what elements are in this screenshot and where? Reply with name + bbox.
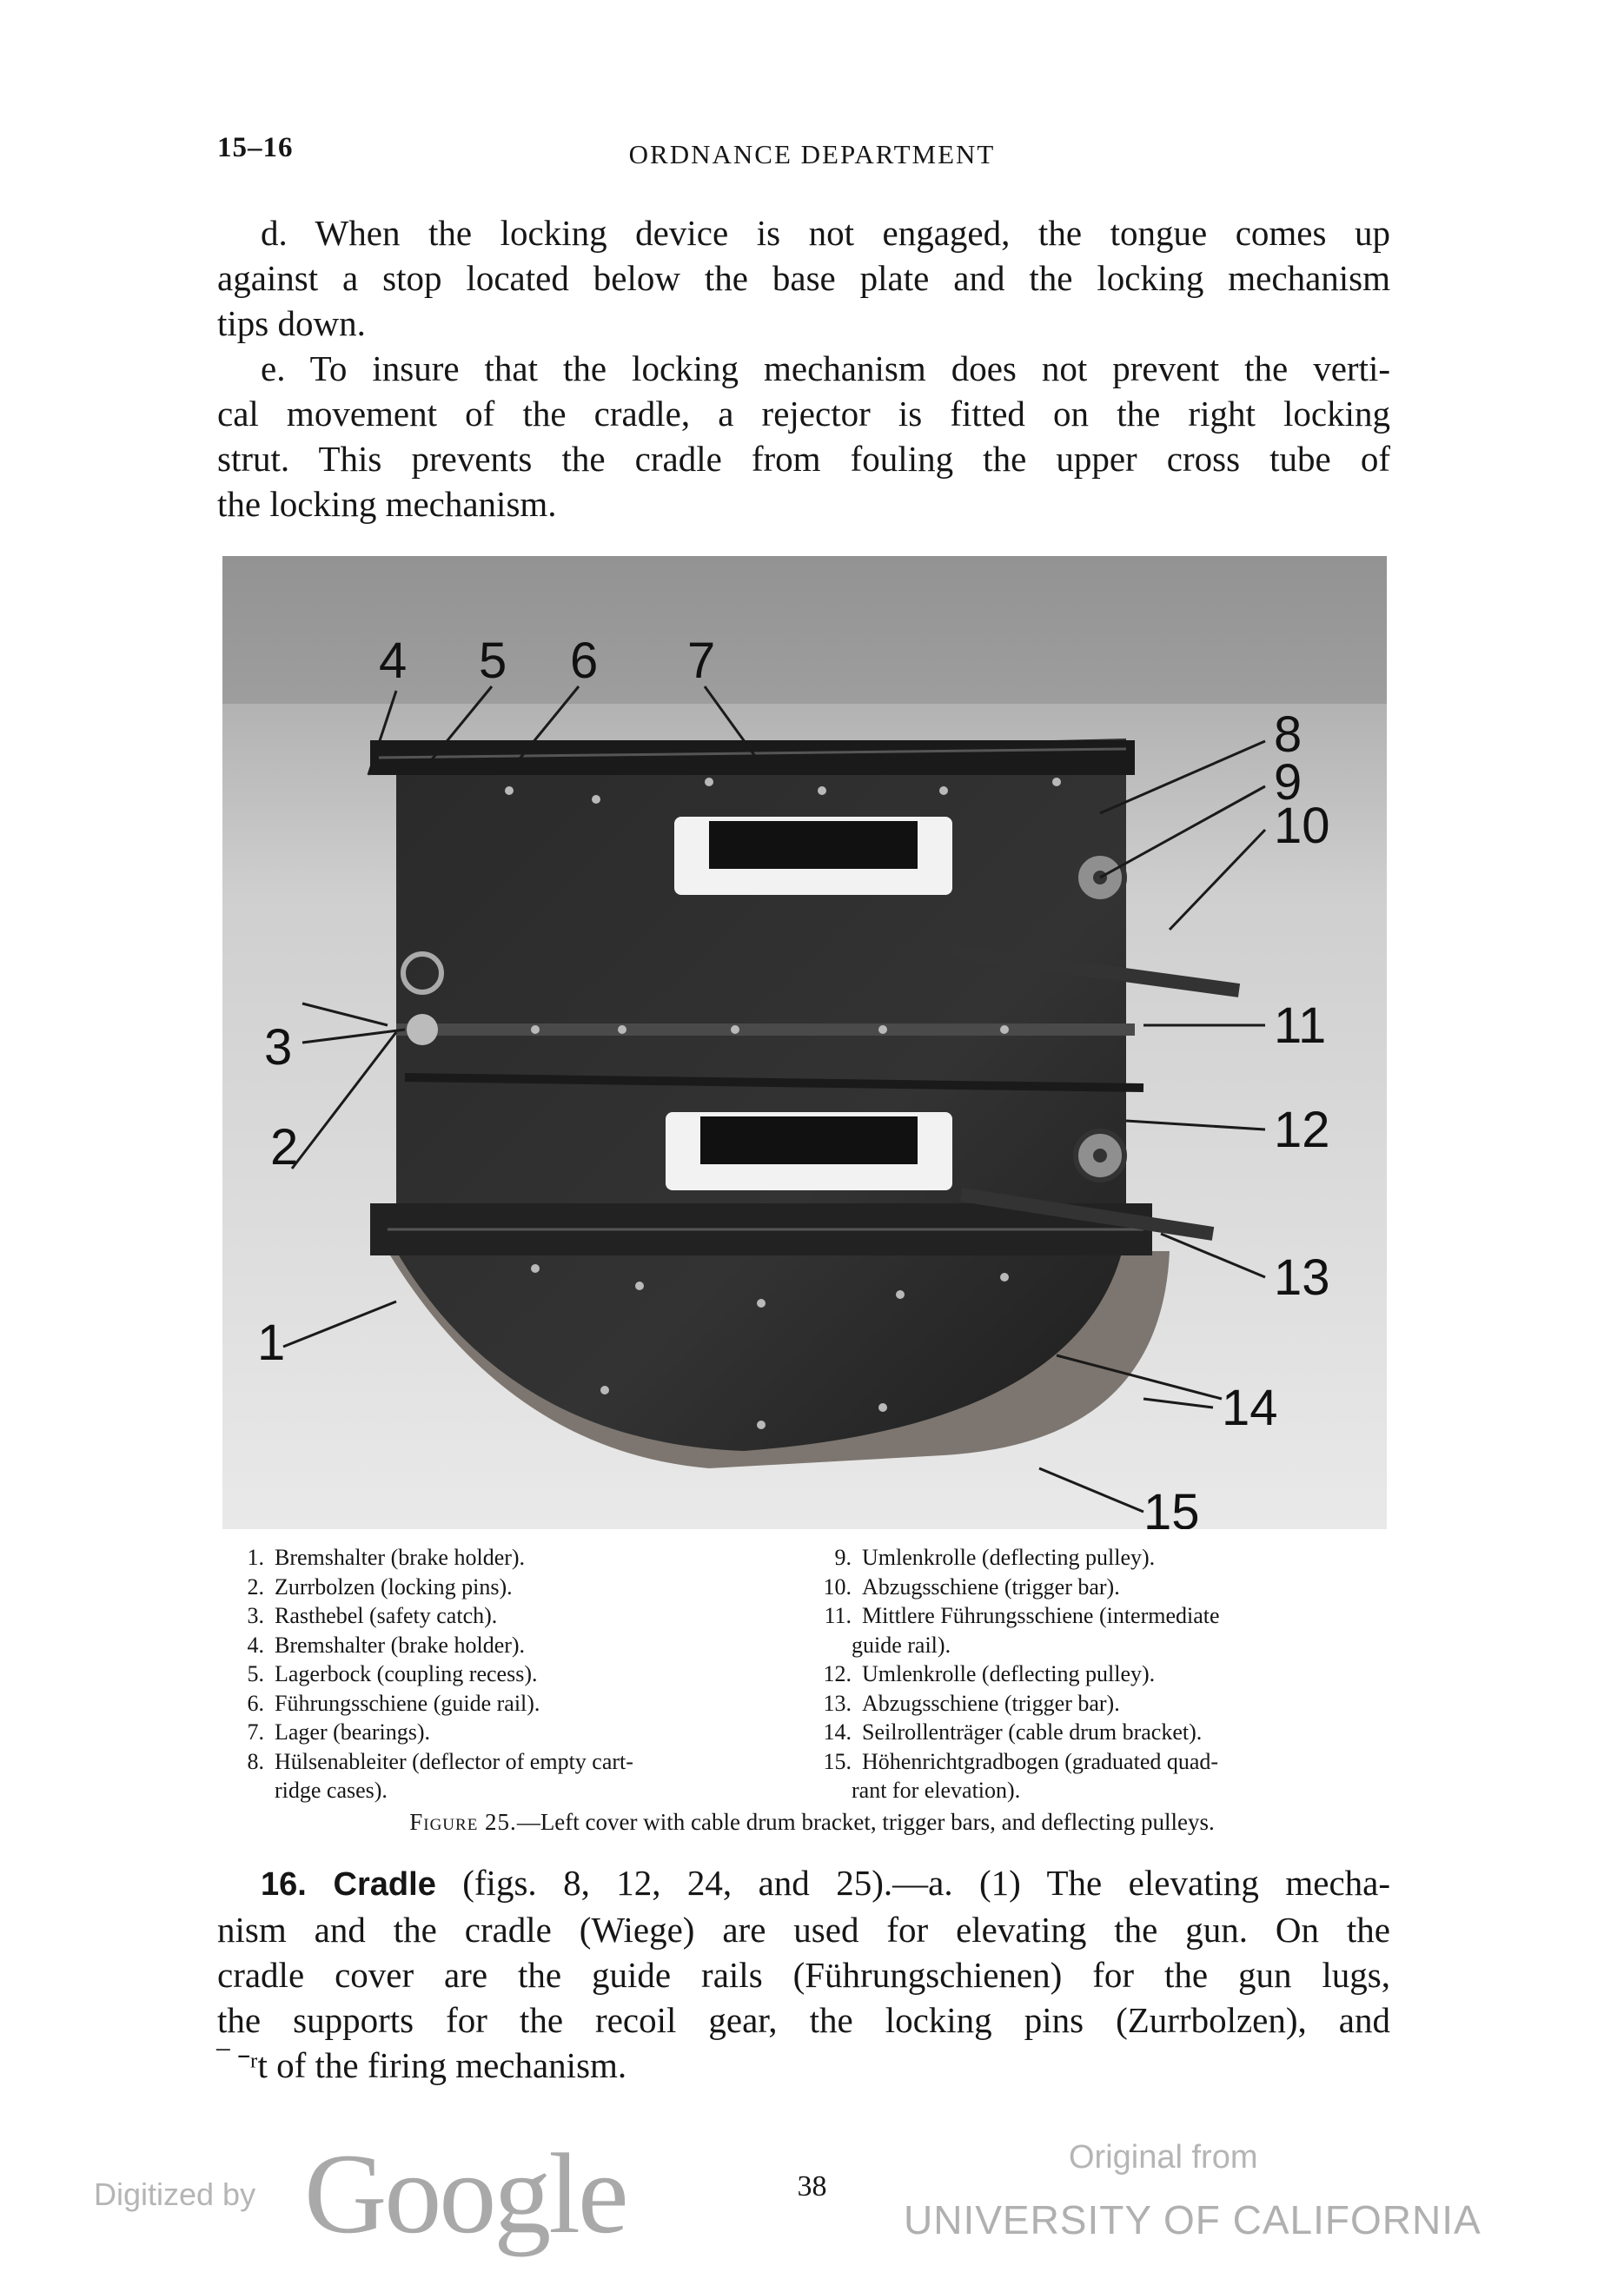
- callout-1: 1: [257, 1315, 286, 1371]
- university-watermark: UNIVERSITY OF CALIFORNIA: [904, 2197, 1481, 2242]
- original-from-watermark: Original from: [1069, 2139, 1258, 2176]
- callout-7: 7: [687, 633, 716, 689]
- figure-label: Figure 25.: [409, 1809, 517, 1835]
- paragraph-line: against a stop located below the base plate and the locking mechanism: [217, 258, 1390, 298]
- legend-item: 13. Abzugsschiene (trigger bar).: [823, 1690, 1120, 1716]
- legend-item: 6. Führungsschiene (guide rail).: [247, 1690, 540, 1716]
- section-heading: 16. Cradle: [261, 1866, 436, 1903]
- callout-11: 11: [1274, 997, 1327, 1054]
- legend-item: 4. Bremshalter (brake holder).: [247, 1632, 526, 1658]
- callout-13: 13: [1274, 1249, 1330, 1306]
- paragraph-e: [217, 346, 1390, 527]
- paragraph-line: d. When the locking device is not engaged, the tongue comes up: [261, 213, 1390, 253]
- figure-caption: [0, 1809, 1624, 1836]
- paragraph-line: tips down.: [217, 303, 366, 343]
- paragraph-line: the supports for the recoil gear, the locking pins (Zurrbolzen), and: [217, 2000, 1390, 2040]
- legend-item: 7. Lager (bearings).: [247, 1719, 431, 1745]
- callout-12: 12: [1274, 1102, 1330, 1158]
- digitized-by-watermark: Digitized by: [94, 2176, 256, 2212]
- paragraph-line: e. To insure that the locking mechanism does not prevent the verti-: [261, 348, 1390, 388]
- running-header: ORDNANCE DEPARTMENT: [628, 139, 996, 169]
- figure-legend-right: [801, 1543, 1392, 1805]
- callout-15: 15: [1143, 1484, 1200, 1529]
- section-number: 15–16: [217, 132, 294, 163]
- legend-item-continuation: guide rail).: [852, 1632, 951, 1658]
- legend-item: 3. Rasthebel (safety catch).: [247, 1603, 498, 1628]
- paragraph-line: cradle cover are the guide rails (Führungschienen) for the gun lugs,: [217, 1955, 1390, 1995]
- paragraph-line: nism and the cradle (Wiege) are used for elevating the gun. On the: [217, 1910, 1390, 1950]
- legend-item-continuation: rant for elevation).: [852, 1778, 1021, 1803]
- google-logo: Google: [304, 2130, 626, 2257]
- callout-4: 4: [379, 633, 408, 689]
- legend-item: 1. Bremshalter (brake holder).: [247, 1545, 526, 1570]
- callout-9: 9: [1274, 754, 1303, 811]
- legend-item: 15. Höhenrichtgradbogen (graduated quad-: [823, 1748, 1219, 1774]
- figure-caption-text: —Left cover with cable drum bracket, trigger bars, and deflecting pulleys.: [516, 1809, 1215, 1835]
- paragraph-16-cradle: [217, 1860, 1390, 2088]
- page-number: 38: [797, 2170, 827, 2202]
- paragraph-line: ‾ ˉʳt of the firing mechanism.: [217, 2045, 627, 2085]
- legend-item: 9. Umlenkrolle (deflecting pulley).: [834, 1545, 1156, 1570]
- legend-item: 10. Abzugsschiene (trigger bar).: [823, 1573, 1120, 1600]
- legend-item: 14. Seilrollenträger (cable drum bracket).: [823, 1719, 1203, 1745]
- callout-14: 14: [1222, 1380, 1278, 1436]
- paragraph-line: cal movement of the cradle, a rejector is fitted on the right locking: [217, 394, 1390, 434]
- callout-3: 3: [264, 1019, 293, 1076]
- legend-item: 5. Lagerbock (coupling recess).: [247, 1661, 538, 1686]
- legend-item-continuation: ridge cases).: [275, 1778, 388, 1803]
- legend-item: 12. Umlenkrolle (deflecting pulley).: [823, 1661, 1156, 1686]
- legend-item: 8. Hülsenableiter (deflector of empty cart-: [247, 1748, 633, 1774]
- callout-2: 2: [270, 1119, 299, 1176]
- legend-item: 2. Zurrbolzen (locking pins).: [247, 1573, 513, 1600]
- paragraph-line: 16. Cradle (figs. 8, 12, 24, and 25).—a. (1) The elevating mecha-: [261, 1863, 1390, 1903]
- cradle-cover-photo: [222, 556, 1387, 1529]
- callout-8: 8: [1274, 706, 1303, 763]
- callout-5: 5: [479, 633, 507, 689]
- legend-item: 11. Mittlere Führungsschiene (intermediate: [824, 1603, 1220, 1628]
- paragraph-line: the locking mechanism.: [217, 484, 557, 524]
- figure-legend-left: [224, 1543, 780, 1805]
- callout-10: 10: [1274, 798, 1330, 854]
- paragraph-d: [217, 210, 1390, 346]
- paragraph-line: strut. This prevents the cradle from fouling the upper cross tube of: [217, 439, 1390, 479]
- callout-6: 6: [570, 633, 599, 689]
